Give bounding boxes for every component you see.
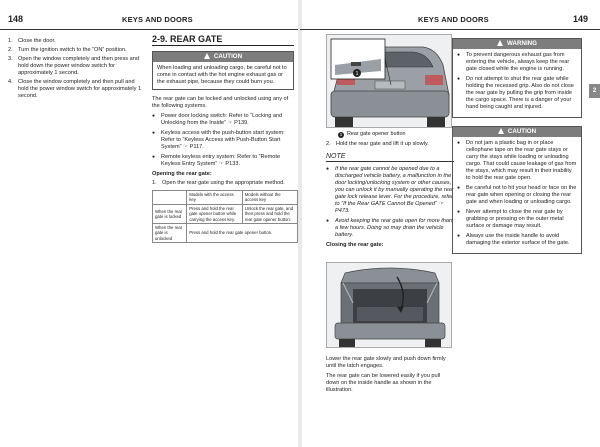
caution-text: When loading and unloading cargo, be careful not to come in contact with the hot engine exhaust gas or the exhaust pipe, because they could burn you.	[157, 65, 287, 85]
left-header-title: KEYS AND DOORS	[122, 15, 193, 24]
list-item: ● Never attempt to close the rear gate by grabbing or pressing on the outer metal surface or damage may result.	[457, 209, 577, 230]
right-header-title: KEYS AND DOORS	[418, 15, 489, 24]
table-cell: Press and hold the rear gate opener button while carrying the access key.	[187, 204, 243, 223]
warning-heading: WARNING	[453, 39, 581, 49]
note-heading: NOTE	[326, 153, 454, 162]
rear-gate-open-illustration	[326, 262, 452, 348]
table-cell: Press and hold the rear gate opener button.	[187, 224, 298, 243]
closing-paragraph: Lower the rear gate slowly and push down firmly until the latch engages.	[326, 356, 446, 369]
close-window-steps	[8, 38, 144, 100]
left-page-number: 148	[8, 14, 24, 24]
intro-text: The rear gate can be locked and unlocked using any of the following systems.	[152, 96, 289, 109]
closing-paragraph: The rear gate can be lowered easily if you pull down on the inside handle as shown in the illustration.	[326, 373, 441, 393]
step-item: 1. Open the rear gate using the appropriate method.	[152, 180, 285, 186]
step-item: 2. Turn the ignition switch to the “ON” position.	[8, 47, 127, 53]
warning-box	[452, 38, 582, 118]
closing-heading: Closing the rear gate:	[326, 242, 384, 248]
right-page-number: 149	[572, 14, 588, 24]
list-item: ● Always use the inside handle to avoid damaging the exterior surface of the gate.	[457, 233, 577, 247]
list-item: ● Avoid keeping the rear gate open for more than a few hours. Doing so may drain the vehicle battery.	[326, 218, 454, 239]
rear-gate-illustration	[326, 34, 452, 128]
caution-box	[152, 51, 294, 90]
opening-steps	[152, 180, 294, 187]
suv-rear-open-image	[327, 263, 452, 348]
table-row	[153, 224, 298, 243]
step-item: 2. Hold the rear gate and lift it up slowly.	[326, 141, 429, 147]
right-page-left-column	[326, 141, 454, 251]
note-block	[326, 153, 454, 239]
step-item: 3. Open the window completely and then press and hold down the power window switch for approximately 1 second.	[8, 56, 139, 76]
list-item: ● Do not jam a plastic bag in or place cellophane tape on the rear gate stays or carry the stays while loading or unloading cargo. That could cause leakage of gas from the stays, which may result in their inability to hold the rear gate open.	[457, 140, 577, 182]
right-page-right-column	[452, 38, 582, 254]
caution-heading: CAUTION	[153, 52, 293, 62]
chapter-tab: 2	[589, 84, 600, 98]
list-item: ● Keyless access with the push-button start system: Refer to “Keyless Access with Push-Button Start System” ☞ P117.	[152, 130, 294, 151]
list-item: ● Power door locking switch: Refer to “Locking and Unlocking from the Inside” ☞ P139.	[152, 113, 294, 127]
table-cell	[153, 191, 187, 205]
figure-caption: 1 Rear gate opener button	[339, 131, 406, 137]
table-cell: When the rear gate is locked	[153, 204, 187, 223]
right-page-header	[300, 8, 600, 30]
right-page	[300, 0, 600, 447]
list-item: ● Remote keyless entry system: Refer to “Remote Keyless Entry System” ☞ P133.	[152, 154, 294, 168]
caution-box	[452, 126, 582, 254]
table-row	[153, 191, 298, 205]
step-item: 1. Close the door.	[8, 38, 56, 44]
lift-steps	[326, 141, 454, 148]
table-row	[153, 204, 298, 223]
suv-rear-closed-image	[327, 35, 452, 128]
list-item: ● Do not attempt to shut the rear gate while holding the recessed grip. Also do not close the rear gate by pulling the grip from inside the cargo space. There is a danger of your hand being caught and injured.	[457, 76, 577, 111]
section-title: 2-9. REAR GATE	[152, 36, 294, 46]
opening-method-table	[152, 190, 298, 243]
table-header: Models with the access key	[187, 191, 243, 205]
list-item: ● If the rear gate cannot be opened due to a discharged vehicle battery, a malfunction in the door locking/unlocking system or other causes, you can unlock it by manually operating the rear gate lock release lever. For the procedure, refer to “If the Rear GATE Cannot Be Opened” ☞ P473.	[326, 166, 454, 215]
warning-triangle-icon	[497, 40, 503, 46]
step-item: 4. Close the window completely and then pull and hold the power window switch for approximately 1 second.	[8, 79, 142, 99]
left-page-header	[0, 8, 300, 30]
list-item: ● Be careful not to hit your head or face on the rear gate when opening or closing the rear gate and when loading or unloading cargo.	[457, 185, 577, 206]
left-column	[8, 38, 144, 102]
table-cell: Unlock the rear gate, and then press and hold the rear gate opener button.	[242, 204, 297, 223]
callout-number: 1	[355, 71, 359, 77]
callout-marker: 1	[339, 132, 343, 137]
closing-text-block	[326, 356, 454, 394]
caution-list	[457, 140, 577, 247]
table-header: Models without the access key	[242, 191, 297, 205]
list-item: ● To prevent dangerous exhaust gas from entering the vehicle, always keep the rear gate closed while the engine is running.	[457, 52, 577, 73]
opening-heading: Opening the rear gate:	[152, 171, 212, 177]
warning-list	[457, 52, 577, 111]
right-column	[152, 36, 294, 243]
lock-systems-list	[152, 113, 294, 168]
caution-triangle-icon	[498, 128, 504, 134]
caution-heading: CAUTION	[453, 127, 581, 137]
note-list	[326, 166, 454, 239]
caution-triangle-icon	[204, 53, 210, 59]
table-cell: When the rear gate is unlocked	[153, 224, 187, 243]
